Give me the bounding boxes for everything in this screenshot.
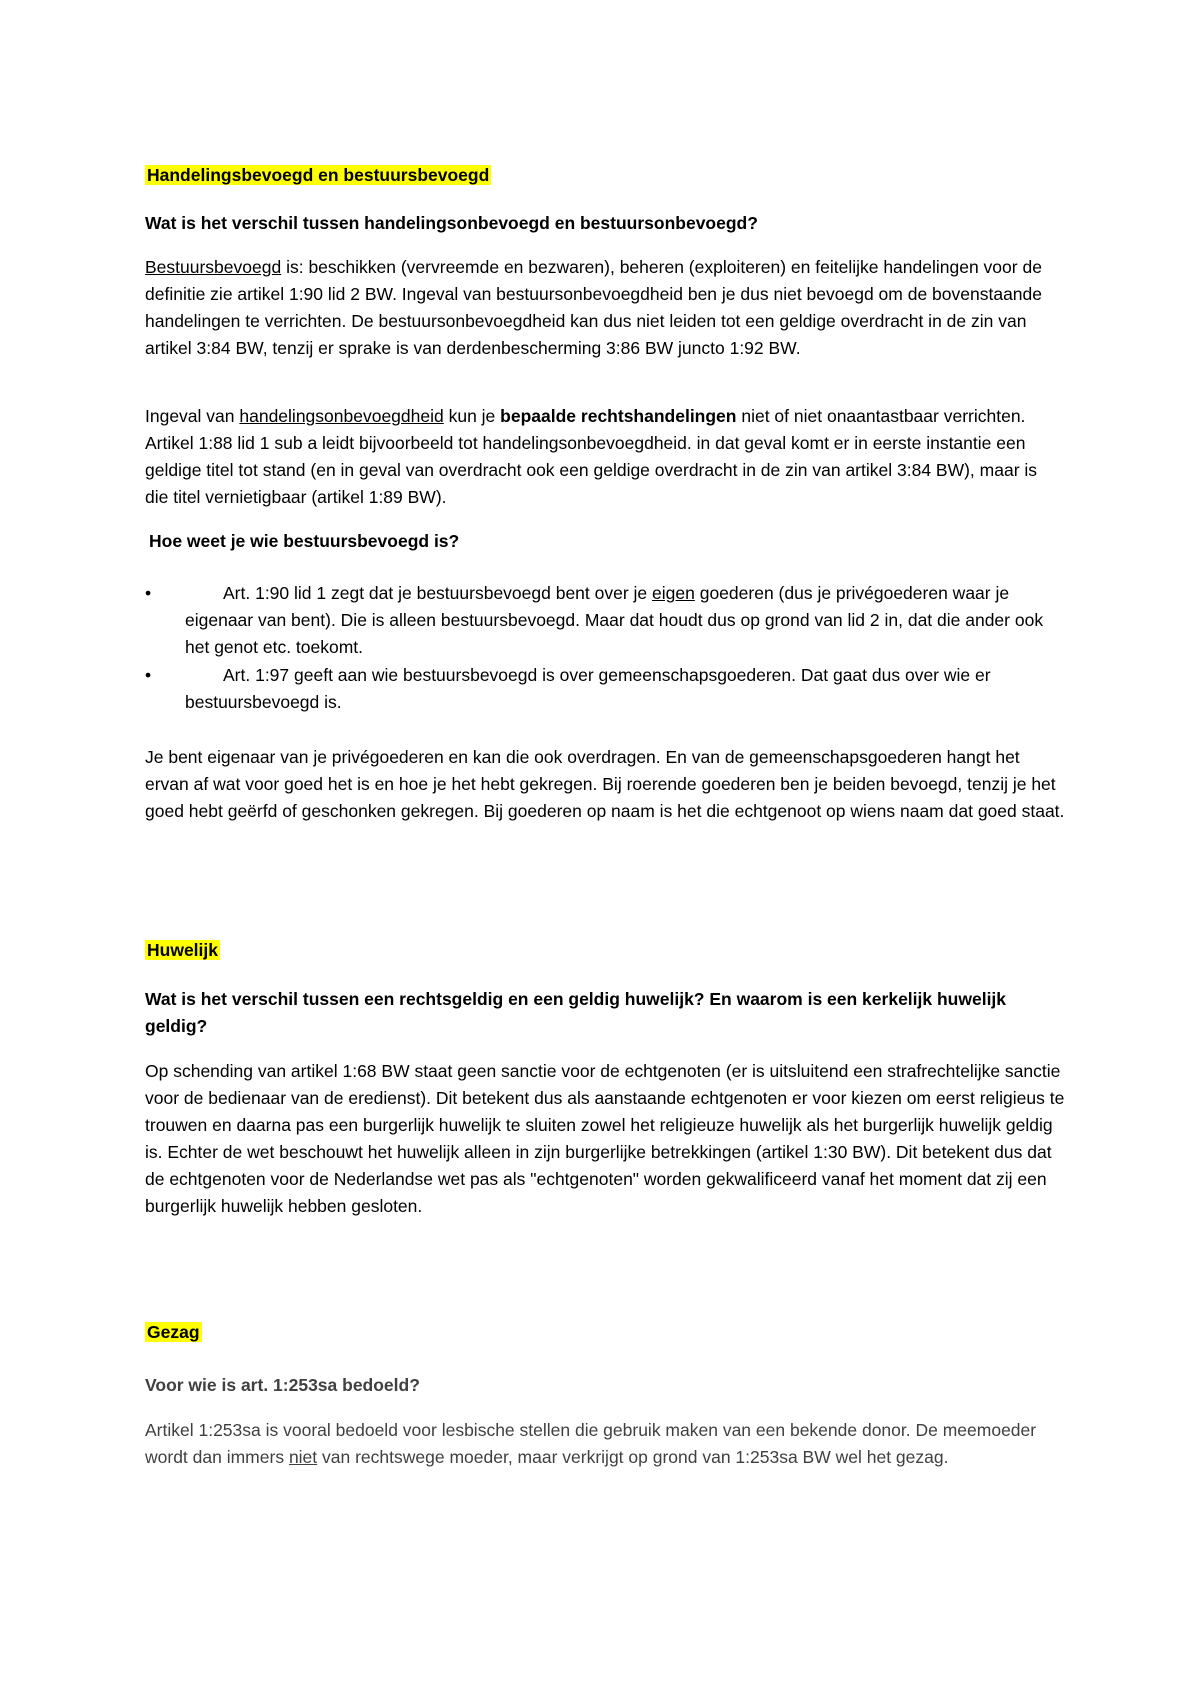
bullet-icon: • — [145, 665, 152, 685]
bullet-text: Art. 1:97 geeft aan wie bestuursbevoegd is over gemeenschapsgoederen. Dat gaat dus over wie er bestuursbevoegd is. — [185, 665, 991, 712]
question-verschil: Wat is het verschil tussen handelingsonbevoegd en bestuursonbevoegd? — [145, 213, 758, 233]
underlined-term: eigen — [652, 583, 695, 603]
paragraph-gezag: Artikel 1:253sa is vooral bedoeld voor lesbische stellen die gebruik maken van een bekende donor. De meemoeder wordt dan immers niet van rechtswege moeder, maar verkrijgt op grond van 1:253sa BW wel het gezag. — [145, 1420, 1037, 1467]
list-item — [145, 662, 1065, 716]
section-heading-handelingsbevoegd — [145, 162, 1065, 189]
underlined-term: niet — [288, 1447, 318, 1467]
question-huwelijk: Wat is het verschil tussen een rechtsgeldig en een geldig huwelijk? En waarom is een kerkelijk huwelijk geldig? — [145, 989, 1007, 1036]
underlined-term: handelingsonbevoegdheid — [239, 406, 444, 426]
heading-highlight: Handelingsbevoegd en bestuursbevoegd — [147, 165, 490, 185]
bold-term: bepaalde rechtshandelingen — [500, 406, 737, 426]
section-heading-gezag — [145, 1319, 1065, 1346]
paragraph-eigenaar: Je bent eigenaar van je privégoederen en kan die ook overdragen. En van de gemeenschapsgoederen hangt het ervan af wat voor goed het is en hoe je het hebt gekregen. Bij roerende goederen ben je beiden bevoegd, tenzij je het goed hebt geërfd of geschonken gekregen. Bij goederen op naam is het die echtgenoot op wiens naam dat goed staat. — [145, 747, 1065, 821]
question-gezag: Voor wie is art. 1:253sa bedoeld? — [145, 1375, 420, 1395]
paragraph-bestuursbevoegd: Bestuursbevoegd is: beschikken (vervreemde en bezwaren), beheren (exploiteren) en feitelijke handelingen voor de definitie zie artikel 1:90 lid 2 BW. Ingeval van bestuursonbevoegdheid ben je dus niet bevoegd om de bovenstaande handelingen te verrichten. De bestuursonbevoegdheid kan dus niet leiden tot een geldige overdracht in de zin van artikel 3:84 BW, tenzij er sprake is van derdenbescherming 3:86 BW juncto 1:92 BW. — [145, 257, 1043, 358]
bullet-icon: • — [145, 583, 152, 603]
heading-highlight: Gezag — [147, 1322, 200, 1342]
underlined-term: Bestuursbevoegd — [145, 257, 282, 277]
paragraph-handelingsonbevoegd: Ingeval van handelingsonbevoegdheid kun je bepaalde rechtshandelingen niet of niet onaantastbaar verrichten. Artikel 1:88 lid 1 sub a leidt bijvoorbeeld tot handelingsonbevoegdheid. in dat geval komt er in eerste instantie een geldige titel tot stand (en in geval van overdracht ook een geldige overdracht in de zin van artikel 3:84 BW), maar is die titel vernietigbaar (artikel 1:89 BW). — [145, 406, 1038, 507]
bullet-text: Art. 1:90 lid 1 zegt dat je bestuursbevoegd bent over je eigen goederen (dus je privégoederen waar je eigenaar van bent). Die is alleen bestuursbevoegd. Maar dat houdt dus op grond van lid 2 in, dat die ander ook het genot etc. toekomt. — [185, 583, 1044, 657]
section-heading-huwelijk — [145, 937, 1065, 964]
list-item — [145, 580, 1065, 661]
heading-highlight: Huwelijk — [147, 940, 218, 960]
paragraph-huwelijk: Op schending van artikel 1:68 BW staat geen sanctie voor de echtgenoten (er is uitsluitend een strafrechtelijke sanctie voor de bedienaar van de eredienst). Dit betekent dus als aanstaande echtgenoten er voor kiezen om eerst religieus te trouwen en daarna pas een burgerlijk huwelijk te sluiten zowel het religieuze huwelijk als het burgerlijk huwelijk geldig is. Echter de wet beschouwt het huwelijk alleen in zijn burgerlijke betrekkingen (artikel 1:30 BW). Dit betekent dus dat de echtgenoten voor de Nederlandse wet pas als "echtgenoten" worden gekwalificeerd vanaf het moment dat zij een burgerlijk huwelijk hebben gesloten. — [145, 1061, 1065, 1216]
question-hoe-weet: Hoe weet je wie bestuursbevoegd is? — [149, 531, 460, 551]
